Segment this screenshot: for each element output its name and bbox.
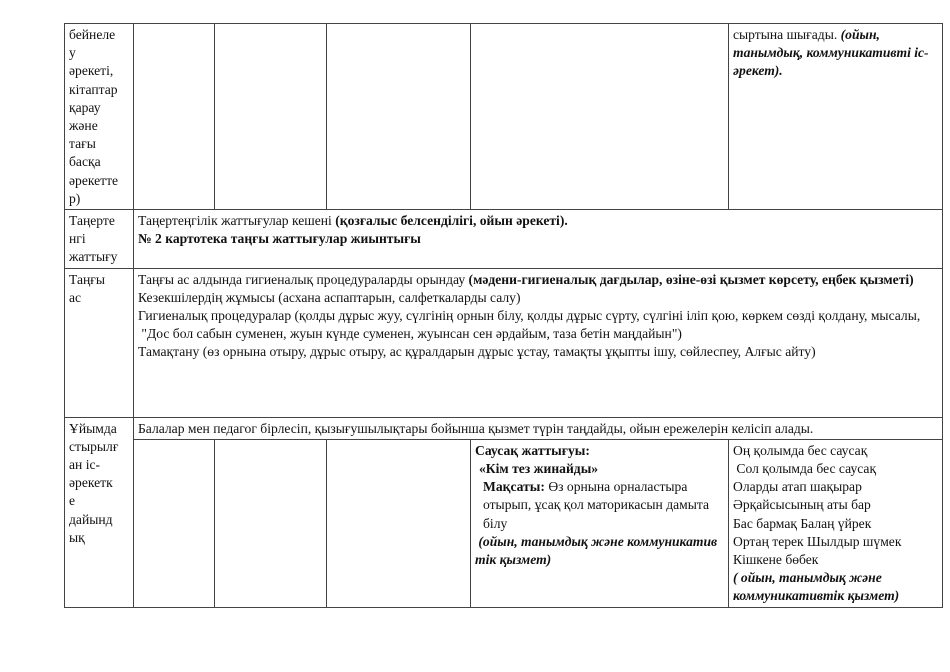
label-line: басқа xyxy=(69,154,101,170)
exercise-content-cell xyxy=(134,210,943,269)
empty-cell xyxy=(327,24,471,210)
poem-tag-line: ( ойын, танымдық және xyxy=(733,570,882,586)
activity-last-cell xyxy=(729,24,943,210)
organized-top-text: Балалар мен педагог бірлесіп, қызығушылықтары бойынша қызмет түрін таңдайды, ойын ережелерін келісіп алады. xyxy=(138,420,814,436)
label-line: әрекеті, xyxy=(69,63,114,79)
organized-top-cell xyxy=(134,417,943,439)
finger-title: Саусақ жаттығуы: xyxy=(475,442,590,458)
label-line: қарау xyxy=(69,99,101,115)
label-line: р) xyxy=(69,190,81,206)
label-line: тағы xyxy=(69,136,96,152)
label-line: ық xyxy=(69,529,85,545)
breakfast-tag: (мәдени-гигиеналық дағдылар, өзіне-өзі қызмет көрсету, еңбек қызметі) xyxy=(468,271,914,287)
breakfast-text: Таңғы ас алдында гигиеналық процедураларды орындау xyxy=(138,271,469,287)
exercise-card-title: № 2 картотека таңғы жаттығулар жиынтығы xyxy=(138,231,421,247)
label-line: әрекетте xyxy=(69,172,119,188)
schedule-table xyxy=(64,23,943,608)
breakfast-para-2: Кезекшілердің жұмысы (асхана аспаптарын, салфеткаларды салу) xyxy=(138,289,521,305)
organized-label-cell xyxy=(65,417,134,607)
table-row-activity xyxy=(65,24,943,210)
label-line: е xyxy=(69,493,76,509)
poem-line: Әрқайсысының аты бар xyxy=(733,497,871,513)
activity-label-cell xyxy=(65,24,134,210)
label-line: Ұйымда xyxy=(69,420,117,436)
breakfast-para-4: "Дос бол сабын суменен, жуын күнде суменен, жуынсан сен әрдайым, таза бетін маңдайын") xyxy=(138,326,682,342)
label-line: Таңерте xyxy=(69,213,115,229)
label-line: ан іс- xyxy=(69,457,101,473)
empty-cell xyxy=(215,439,327,607)
finger-tag-line: (ойын, танымдық және коммуникатив xyxy=(475,533,718,549)
breakfast-content-cell xyxy=(134,268,943,417)
label-line: бейнеле xyxy=(69,27,116,42)
poem-line: Ортаң терек Шылдыр шүмек xyxy=(733,533,902,549)
empty-cell xyxy=(327,439,471,607)
table-row-organized-top xyxy=(65,417,943,439)
exercise-tag: (қозғалыс белсенділігі, ойын әрекеті). xyxy=(335,213,568,229)
poem-line: Оң қолымда бес саусақ xyxy=(733,442,868,458)
poem-tag-line: коммуникативтік қызмет) xyxy=(733,588,900,604)
table-row-exercise xyxy=(65,210,943,269)
finger-goal xyxy=(475,478,724,533)
label-line: стырылғ xyxy=(69,438,119,454)
finger-exercise-cell xyxy=(471,439,729,607)
poem-line: Оларды атап шақырар xyxy=(733,479,862,495)
activity-tag: (ойын, танымдық, коммуникативті іс-әрекет). xyxy=(733,27,929,79)
label-line: және xyxy=(69,118,98,134)
empty-cell xyxy=(134,24,215,210)
finger-goal-label: Мақсаты: xyxy=(483,479,545,495)
breakfast-para-3: Гигиеналық процедуралар (қолды дұрыс жуу, сүлгінің орнын білу, қолды дұрыс сүрту, сүлгіні іліп қою, көркем сөзді қолдану, мысалы, xyxy=(138,308,921,324)
breakfast-label-cell xyxy=(65,268,134,417)
finger-tag-line: тік қызмет) xyxy=(475,552,552,568)
poem-line: Сол қолымда бес саусақ xyxy=(733,461,877,477)
label-line: кітаптар xyxy=(69,81,118,97)
breakfast-para-1 xyxy=(138,271,938,289)
table-row-breakfast xyxy=(65,268,943,417)
exercise-text: Таңертеңгілік жаттығулар кешені xyxy=(138,213,336,229)
label-line: Таңғы xyxy=(69,271,105,287)
label-line: әрекетк xyxy=(69,475,113,491)
breakfast-para-5: Тамақтану (өз орнына отыру, дұрыс отыру, ас құралдарын дұрыс ұстау, тамақты ұқыпты ішу, сөйлеспеу, Алғыс айту) xyxy=(138,344,816,360)
empty-cell xyxy=(134,439,215,607)
exercise-line-1 xyxy=(138,212,938,230)
exercise-label-cell xyxy=(65,210,134,269)
empty-cell xyxy=(471,24,729,210)
label-line: у xyxy=(69,45,76,61)
label-line: жаттығу xyxy=(69,249,118,265)
label-line: дайынд xyxy=(69,511,113,527)
activity-text: сыртына шығады. xyxy=(733,27,841,42)
finger-goal-text: Өз орнына орналастыра отырып, ұсақ қол маторикасын дамыта білу xyxy=(483,479,710,531)
empty-cell xyxy=(215,24,327,210)
label-line: нгі xyxy=(69,231,86,247)
poem-cell xyxy=(729,439,943,607)
label-line: ас xyxy=(69,289,82,305)
table-row-organized-detail xyxy=(65,439,943,607)
finger-name: «Кім тез жинайды» xyxy=(479,461,599,477)
poem-line: Бас бармақ Балаң үйрек xyxy=(733,515,872,531)
poem-line: Кішкене бөбек xyxy=(733,552,819,568)
